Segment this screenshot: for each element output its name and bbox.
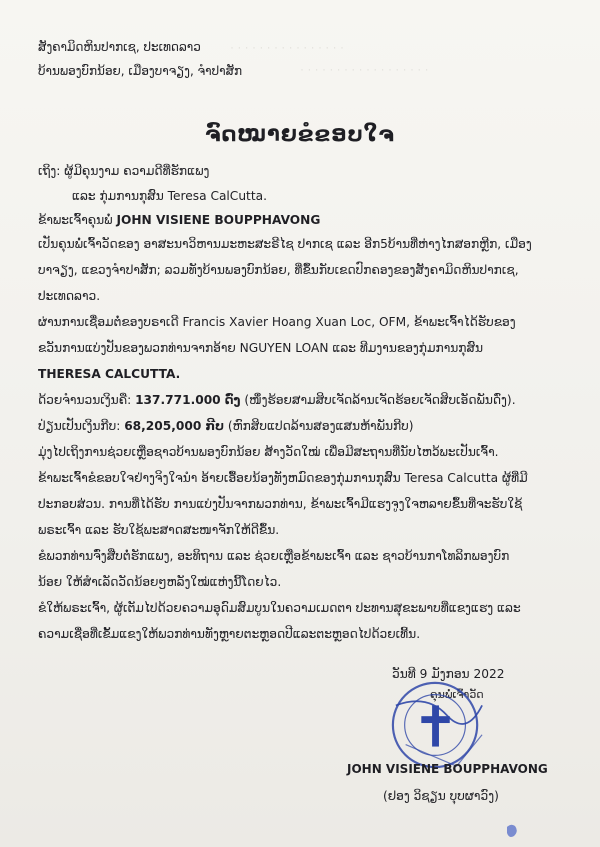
paragraph-2-text: ຂ້າພະເຈົ້າໄດ້ຮັບຂອງ [413,315,516,329]
header-village: ບ້ານພອງບົກນ້ອຍ, ເມືອງບາຈຽງ, ຈຳປາສັກ [38,64,243,78]
paragraph-1-line-1: ເປັນຄຸນພໍ່ເຈົ້າວັດຂອງ ອາສະນາວິຫານມະຫະສະຣີໄຊ ປາກເຊ ແລະ ອີກ5ບ້ານທີ່ຫ່າງໄກສອກຫຼີກ, ເມືອງ [38,237,532,251]
paragraph-8-line-1: ຂໍໃຫ້ພຣະເຈົ້າ, ຜູ້ເຕັມໄປດ້ວຍຄວາມອຸດົມສົມບູນໃນຄວາມເມດຕາ ປະທານສຸຂະພາບທີ່ແຂງແຮງ ແລະ [38,601,521,615]
letter-title: ຈົດໝາຍຂໍຂອບໃຈ [205,122,395,146]
amount-dong-words: (ໜຶ່ງຮ້ອຍສາມສິບເຈັດລ້ານເຈັດຮ້ອຍເຈັດສິບເອັດພັນດົ່ງ). [244,393,516,407]
amount-kip-value: 68,205,000 ກີບ [124,419,225,433]
recipient-name: ຜູ້ມີຄຸນງາມ ຄວາມດີທີ່ຮັກແພງ [64,164,210,178]
paragraph-6-line-2: ປະກອບສ່ວນ. ການທີ່ໄດ້ຮັບ ການແບ່ງປັນຈາກພວກທ່ານ, ຂ້າພະເຈົ້າມີແຮງຈູງໃຈຫລາຍຂຶ້ນທີ່ຈະຮັບໃຊ້ [38,497,523,511]
priest-name: Francis Xavier Hoang Xuan Loc, OFM, [182,315,410,329]
header-diocese: ສັງຄາມິດຫິນປາກເຊ, ປະເທດລາວ [38,40,201,54]
signature-name: JOHN VISIENE BOUPPHAVONG [347,762,548,776]
amount-kip-line [38,418,414,434]
paragraph-2-line-2 [38,340,483,356]
paragraph-2-line-1 [38,314,516,330]
show-through-text: · · · · · · · · · · · · · · · · · · [300,62,429,76]
paragraph-2-text: ຂວັນການແບ່ງປັນຂອງພວກທ່ານຈາກອ້າຍ [38,341,236,355]
cross-icon [421,705,449,746]
paragraph-7-line-1: ຂໍພວກທ່ານຈົ່ງສືບຕໍ່ຮັກແພງ, ອະທິຖານ ແລະ ຊ່ວຍເຫຼືອຂ້າພະເຈົ້າ ແລະ ຊາວບ້ານກາໂທລິກພອງບົກ [38,549,510,563]
paragraph-2-text: ຜ່ານການເຊື່ອມຕໍ່ຂອງບຣາເດີ [38,315,179,329]
intro-prefix: ຂ້າພະເຈົ້າຄຸນພໍ່ [38,213,113,227]
amount-dong-line [38,392,516,408]
paragraph-7-line-2: ນ້ອຍ ໃຫ້ສຳເລັດວັດນ້ອຍໆຫລັງໃໝ່ແຫ່ງນີ້ໂດຍໄວ. [38,575,282,589]
paragraph-1-line-3: ປະເທດລາວ. [38,289,101,303]
signature-name-lao: (ຢອງ ວິຊຽນ ບຸບຜາວົງ) [383,789,499,803]
ink-mark [505,823,519,839]
signature-title: ຄຸນພໍ່ເຈົ້າວັດ [430,688,484,701]
amount-kip-label: ປ່ຽນເປັນເງິນກີບ: [38,419,121,433]
intro-line [38,212,320,228]
church-stamp [388,676,486,774]
paragraph-6-line-1: ຂ້າພະເຈົ້າຂໍຂອບໃຈຢ່າງຈິງໃຈນຳ ອ້າຍເອື້ອຍນ້ອງທັງຫມົດຂອງກຸ່ມການກຸສົນ Teresa Calcutta ຜູ້ທີ່ມີ [38,471,528,485]
paragraph-2-line-3: THERESA CALCUTTA. [38,367,181,381]
paragraph-2-text: ແລະ ທີມງານຂອງກຸ່ມການກຸສົນ [332,341,484,355]
donor-name: NGUYEN LOAN [239,341,329,355]
recipient-line-1 [38,163,209,179]
letter-date: ວັນທີ 9 ມັງກອນ 2022 [392,667,505,681]
paragraph-6-line-3: ພຣະເຈົ້າ ແລະ ຮັບໃຊ້ພະສາດສະໜາຈັກໃຫ້ດີຂຶ້ນ. [38,523,280,537]
amount-dong-label: ດ້ວຍຈຳນວນເງິນຄື: [38,393,132,407]
paragraph-5: ມຸ່ງໄປເຖິງການຊ່ວຍເຫຼືອຊາວບ້ານພອງບົກນ້ອຍ ສ້າງວັດໃໝ່ ເພື່ອມີສະຖານທີ່ນັບໄຫວ້ພະເປັນເຈົ້າ. [38,445,499,459]
show-through-text: · · · · · · · · · · · · · · · · [230,40,344,54]
recipient-label: ເຖິງ: [38,164,61,178]
paragraph-8-line-2: ຄວາມເຊື່ອທີ່ເຂັ້ມແຂງໃຫ້ພວກທ່ານທັງຫຼາຍຕະຫຼອດປີແລະຕະຫຼອດໄປດ້ວຍເທີ້ນ. [38,627,421,641]
paragraph-1-line-2: ບາຈຽງ, ແຂວງຈຳປາສັກ; ລວມທັງບ້ານພອງບົກນ້ອຍ, ທີ່ຂຶ້ນກັບເຂດປົກຄອງຂອງສັງຄາມິດຫິນປາກເຊ, [38,263,519,277]
intro-name: JOHN VISIENE BOUPPHAVONG [116,213,321,227]
amount-dong-value: 137.771.000 ດົ່ງ [135,393,241,407]
recipient-line-2: ແລະ ກຸ່ມການກຸສົນ Teresa CalCutta. [72,189,267,203]
amount-kip-words: (ຫົກສິບແປດລ້ານສອງແສນຫ້າພັນກີບ) [227,419,414,433]
